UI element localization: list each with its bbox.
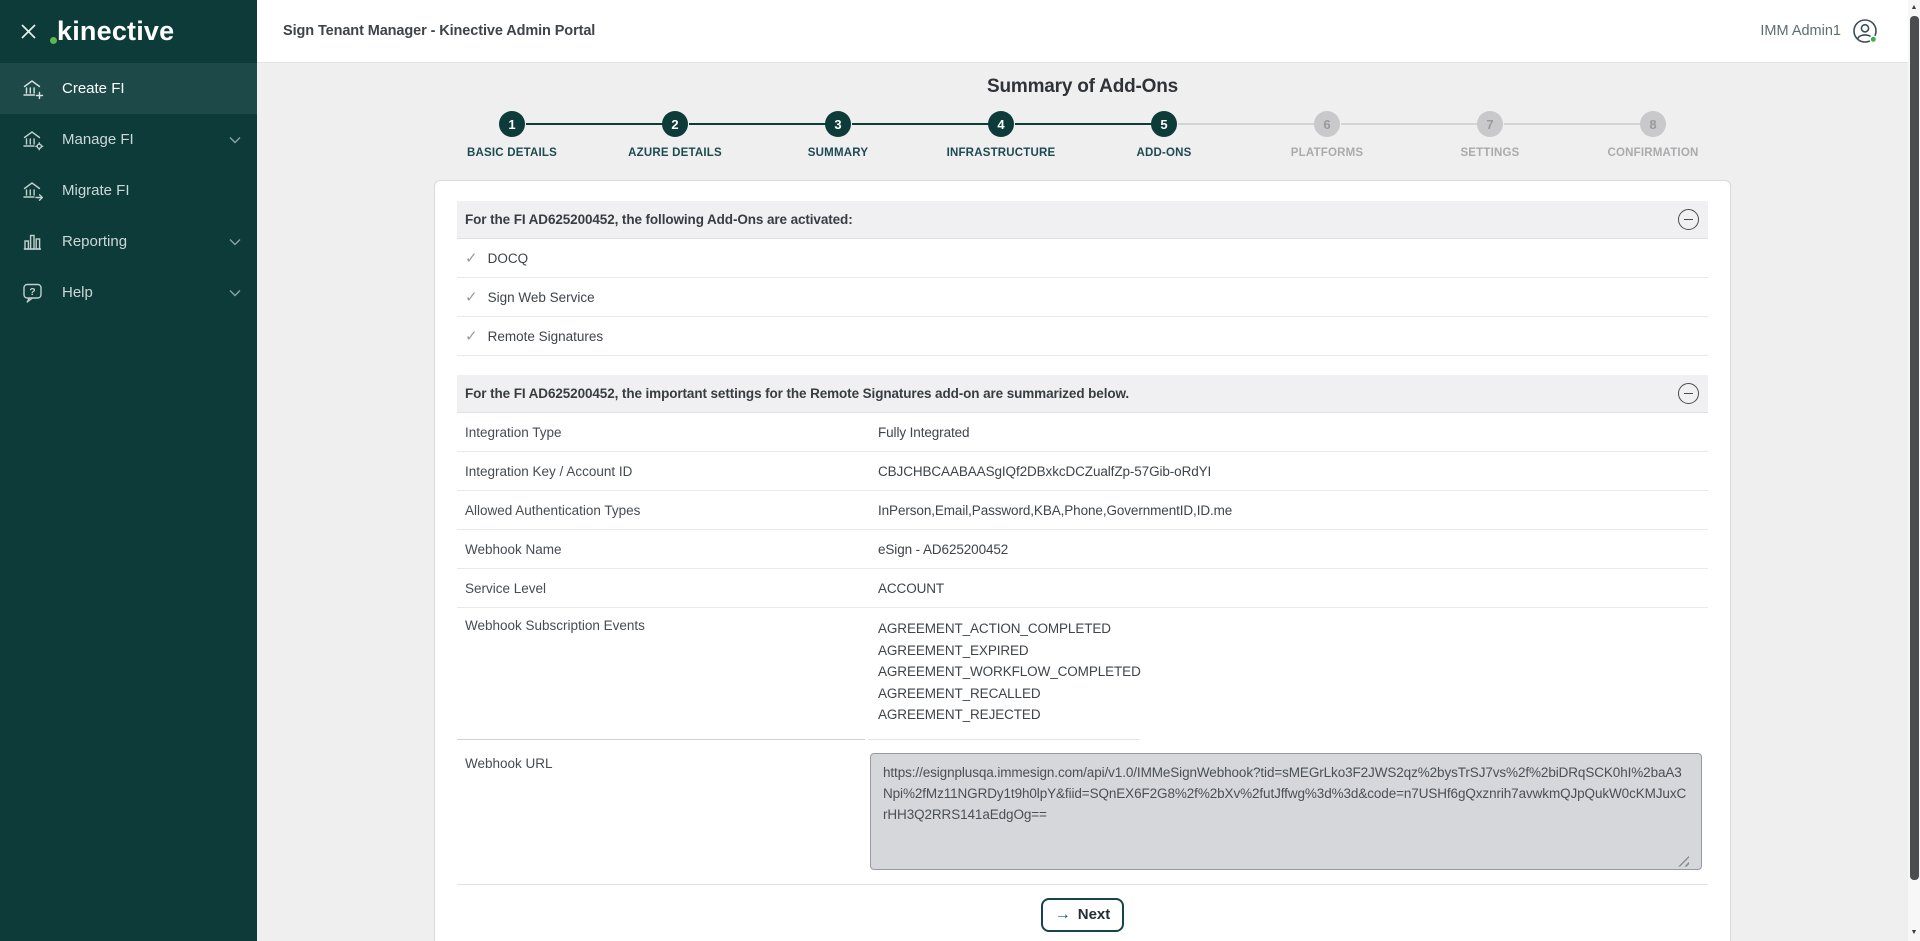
step-label: SETTINGS — [1460, 147, 1520, 159]
step-label: PLATFORMS — [1290, 147, 1364, 159]
setting-row-webhook-url — [457, 740, 1708, 870]
step-number: 1 — [499, 111, 525, 137]
sidebar-item-label: Migrate FI — [62, 182, 130, 199]
logo-green-dot — [50, 37, 57, 44]
step-label: ADD-ONS — [1136, 147, 1192, 159]
step-number: 5 — [1151, 111, 1177, 137]
sidebar-item-manage-fi[interactable] — [0, 114, 257, 165]
step-number: 2 — [662, 111, 688, 137]
sidebar-item-label: Reporting — [62, 233, 128, 250]
step-connector — [1341, 123, 1478, 125]
user-menu[interactable] — [1760, 17, 1880, 46]
addons-section-header — [457, 201, 1708, 239]
step-number: 4 — [988, 111, 1014, 137]
setting-label: Allowed Authentication Types — [465, 502, 641, 518]
scroll-up-icon[interactable]: ▲ — [1910, 4, 1918, 11]
bar-chart-icon — [21, 230, 48, 254]
settings-section-title: For the FI AD625200452, the important settings for the Remote Signatures add-on are summarized below. — [465, 386, 1130, 401]
event-item: AGREEMENT_WORKFLOW_COMPLETED — [878, 664, 1141, 679]
step-summary[interactable] — [757, 111, 920, 159]
setting-value: Fully Integrated — [878, 424, 970, 440]
sidebar-item-reporting[interactable] — [0, 216, 257, 267]
setting-row-webhook-name — [457, 530, 1708, 569]
setting-label: Service Level — [465, 580, 547, 596]
topbar — [257, 0, 1908, 63]
addon-item-sign-web-service — [457, 278, 1708, 317]
close-sidebar-icon[interactable] — [20, 23, 37, 40]
step-label: SUMMARY — [807, 147, 869, 159]
event-item: AGREEMENT_RECALLED — [878, 685, 1041, 701]
step-settings[interactable] — [1409, 111, 1572, 159]
step-connector — [1015, 123, 1152, 125]
wizard-stepper — [257, 111, 1908, 159]
event-item: AGREEMENT_ACTION_COMPLETED — [878, 621, 1111, 636]
bank-arrow-icon — [21, 179, 48, 203]
step-platforms[interactable] — [1246, 111, 1409, 159]
step-connector — [1504, 123, 1641, 125]
setting-row-auth-types — [457, 491, 1708, 530]
step-confirmation[interactable] — [1572, 111, 1735, 159]
setting-label: Webhook Name — [465, 541, 562, 557]
user-avatar-icon[interactable] — [1851, 17, 1880, 46]
step-number: 7 — [1477, 111, 1503, 137]
main-content — [257, 63, 1908, 941]
setting-label: Integration Key / Account ID — [465, 463, 633, 479]
logo-text: kinective — [57, 16, 175, 46]
scroll-down-icon[interactable]: ▼ — [1910, 929, 1918, 936]
sidebar-item-label: Help — [62, 284, 93, 301]
sidebar-item-help[interactable] — [0, 267, 257, 318]
step-basic-details[interactable] — [431, 111, 594, 159]
setting-row-integration-type — [457, 413, 1708, 452]
step-number: 8 — [1640, 111, 1666, 137]
addon-label: Remote Signatures — [487, 328, 604, 344]
setting-label: Integration Type — [465, 424, 562, 440]
step-azure-details[interactable] — [594, 111, 757, 159]
next-button-label: Next — [1077, 905, 1111, 923]
help-bubble-icon — [21, 281, 48, 305]
sidebar — [0, 0, 257, 941]
collapse-section-icon[interactable] — [1678, 383, 1699, 404]
setting-label: Webhook URL — [465, 755, 553, 771]
step-label: CONFIRMATION — [1607, 147, 1699, 159]
kinective-logo — [54, 16, 174, 47]
check-icon: ✓ — [465, 288, 478, 306]
next-button[interactable] — [1041, 898, 1125, 932]
sidebar-item-label: Manage FI — [62, 131, 134, 148]
step-label: AZURE DETAILS — [628, 147, 722, 159]
setting-value: ACCOUNT — [878, 580, 945, 596]
setting-label: Webhook Subscription Events — [465, 618, 645, 633]
addon-item-remote-signatures — [457, 317, 1708, 356]
step-label: BASIC DETAILS — [467, 147, 557, 159]
scrollbar-thumb[interactable] — [1910, 16, 1919, 880]
step-connector — [852, 123, 989, 125]
step-connector — [689, 123, 826, 125]
addon-item-docq — [457, 239, 1708, 278]
webhook-url-textarea[interactable]: https://esignplusqa.immesign.com/api/v1.0/IMMeSignWebhook?tid=sMEGrLko3F2JWS2qz%2bysTrSJ7vs%2f%2biDRqSCK0hI%2baA3Npi%2fMz11NGRDy1t9h0lpY&fiid=SQnEX6F2G8%2f%2bXv%2futJffwg%3d%3d&code=n7USHf6gQxznrih7avwkmQJpQukW0cKMJuxCrHH3Q2RRS141aEdgOg== — [870, 753, 1702, 870]
setting-value: CBJCHBCAABAASgIQf2DBxkcDCZualfZp-57Gib-oRdYI — [878, 463, 1212, 479]
addon-label: DOCQ — [487, 250, 529, 266]
chevron-down-icon — [229, 136, 241, 144]
step-connector — [1178, 123, 1315, 125]
sidebar-item-migrate-fi[interactable] — [0, 165, 257, 216]
event-item: AGREEMENT_EXPIRED — [878, 642, 1029, 658]
collapse-section-icon[interactable] — [1678, 209, 1699, 230]
page-scrollbar[interactable] — [1908, 0, 1920, 941]
addon-label: Sign Web Service — [487, 289, 595, 305]
chevron-down-icon — [229, 238, 241, 246]
setting-value: eSign - AD625200452 — [878, 541, 1009, 557]
page-title: Summary of Add-Ons — [987, 76, 1178, 97]
step-number: 6 — [1314, 111, 1340, 137]
bank-gear-icon — [21, 128, 48, 152]
sidebar-item-label: Create FI — [62, 80, 125, 97]
app-title: Sign Tenant Manager - Kinective Admin Portal — [283, 23, 596, 39]
setting-value: InPerson,Email,Password,KBA,Phone,GovernmentID,ID.me — [878, 502, 1233, 518]
bank-plus-icon — [21, 77, 48, 101]
step-add-ons[interactable] — [1083, 111, 1246, 159]
chevron-down-icon — [229, 289, 241, 297]
setting-row-integration-key — [457, 452, 1708, 491]
sidebar-header — [0, 0, 257, 63]
step-label: INFRASTRUCTURE — [946, 147, 1056, 159]
sidebar-item-create-fi[interactable] — [0, 63, 257, 114]
summary-card — [434, 180, 1731, 941]
event-item: AGREEMENT_REJECTED — [878, 707, 1041, 722]
check-icon: ✓ — [465, 249, 478, 267]
subscription-events-list — [878, 618, 1141, 726]
sidebar-menu — [0, 63, 257, 318]
settings-section-header — [457, 375, 1708, 413]
addons-section-title: For the FI AD625200452, the following Add-Ons are activated: — [465, 212, 853, 227]
arrow-right-icon: → — [1054, 905, 1071, 923]
card-footer — [457, 885, 1708, 932]
user-name: IMM Admin1 — [1760, 23, 1841, 39]
step-number: 3 — [825, 111, 851, 137]
check-icon: ✓ — [465, 327, 478, 345]
step-infrastructure[interactable] — [920, 111, 1083, 159]
svg-text:?: ? — [29, 285, 36, 298]
setting-row-subscription-events — [457, 608, 1708, 739]
setting-row-service-level — [457, 569, 1708, 608]
step-connector — [526, 123, 663, 125]
